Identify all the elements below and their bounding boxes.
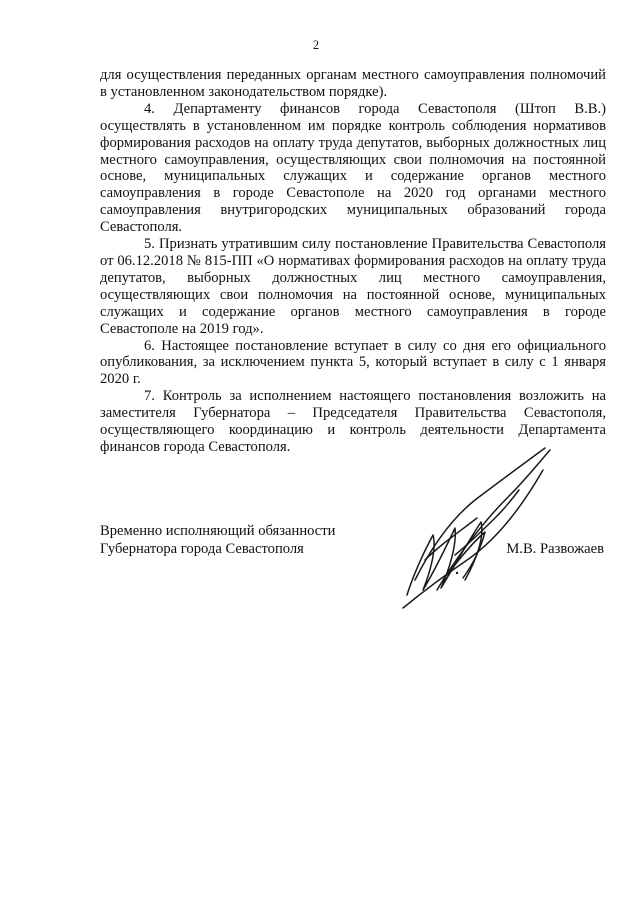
signer-title-line-2: Губернатора города Севастополя <box>100 541 304 557</box>
paragraph-item-4: 4. Департаменту финансов города Севастополя (Штоп В.В.) осуществлять в установленном им порядке контроль соблюдения нормативов формирования расходов на оплату труда депутатов, выборных должностных лиц местного самоуправления, осуществляющих свои полномочия на постоянной основе, муниципальных служащих и содержание органов местного самоуправления в городе Севастополе на 2020 год органами местного самоуправления внутригородских муниципальных образований города Севастополя. <box>100 100 606 236</box>
signer-title <box>100 522 400 558</box>
paragraph-item-6: 6. Настоящее постановление вступает в силу со дня его официального опубликования, за исключением пункта 5, который вступает в силу с 1 января 2020 г. <box>100 337 606 388</box>
paragraph-item-5: 5. Признать утратившим силу постановление Правительства Севастополя от 06.12.2018 № 815-ПП «О нормативах формирования расходов на оплату труда депутатов, выборных должностных лиц местного самоуправления, осуществляющих свои полномочия на постоянной основе, муниципальных служащих и содержание органов местного самоуправления в городе Севастополе на 2019 год». <box>100 236 606 337</box>
paragraph-item-7: 7. Контроль за исполнением настоящего постановления возложить на заместителя Губернатора – Председателя Правительства Севастополя, осуществляющего координацию и контроль деятельности Департамента финансов города Севастополя. <box>100 388 606 455</box>
signer-name: М.В. Развожаев <box>506 541 604 557</box>
signer-title-line-1: Временно исполняющий обязанности <box>100 523 336 539</box>
handwritten-signature <box>385 440 565 620</box>
paragraph-continuation: для осуществления переданных органам местного самоуправления полномочий в установленном законодательством порядке). <box>100 67 606 100</box>
document-body <box>100 67 606 456</box>
page-number: 2 <box>312 38 320 52</box>
